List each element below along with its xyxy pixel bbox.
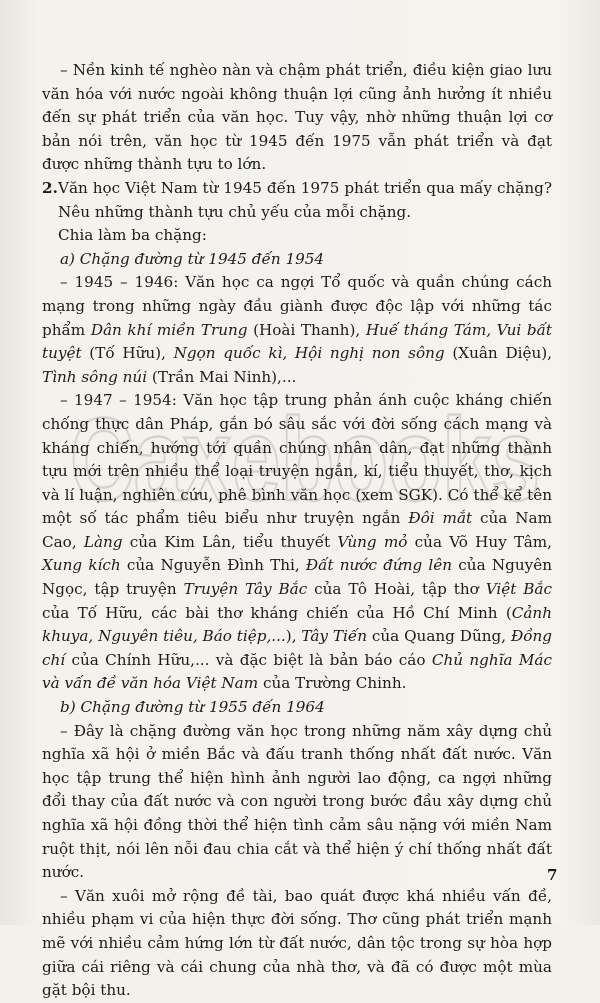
section-b-heading: b) Chặng đường từ 1955 đến 1964 [60,698,325,717]
section-a-heading: a) Chặng đường từ 1945 đến 1954 [60,249,325,268]
answer-lead: Chia làm ba chặng: [58,226,207,245]
section-b-paragraph-2: – Văn xuôi mở rộng đề tài, bao quát được khá nhiều vấn đề, nhiều phạm vi của hiện thực đời sống. Thơ cũng phát triển mạnh mẽ với nhiều cảm hứng lớn từ đất nước, dân tộc trong sự hòa hợp giữa cái riêng và cái chung của nhà thơ, và đã có được một mùa gặt bội thu. [42,886,552,1000]
section-a-paragraph-1: – 1945 – 1946: Văn học ca ngợi Tổ quốc và quần chúng cách mạng trong những ngày đầu giành được độc lập với những tác phẩm Dân khí miền Trung (Hoài Thanh), Huế tháng Tám, Vui bất tuyệt (Tố Hữu), Ngọn quốc kì, Hội nghị non sông (Xuân Diệu), Tình sông núi (Trần Mai Ninh),... [42,273,552,386]
question-body [58,177,552,248]
section-b-paragraph-1: – Đây là chặng đường văn học trong những năm xây dựng chủ nghĩa xã hội ở miền Bắc và đấu tranh thống nhất đất nước. Văn học tập trung thể hiện hình ảnh người lao động, ca ngợi những đổi thay của đất nước và con người trong bước đầu xây dựng chủ nghĩa xã hội đồng thời thể hiện tình cảm sâu nặng với miền Nam ruột thịt, nói lên nỗi đau chia cắt và thể hiện ý chí thống nhất đất nước. [42,721,552,882]
page-number: 7 [547,866,558,884]
question-text: Văn học Việt Nam từ 1945 đến 1975 phát triển qua mấy chặng? Nêu những thành tựu chủ yếu của mỗi chặng. [58,178,552,221]
watermark-text: Caxebooks [70,395,540,525]
page-content [42,59,552,1003]
section-a-paragraph-2: – 1947 – 1954: Văn học tập trung phản ánh cuộc kháng chiến chống thực dân Pháp, gắn bó sâu sắc với đời sống cách mạng và kháng chiến, hướng tới quần chúng nhân dân, đạt những thành tựu mới trên nhiều thể loại truyện ngắn, kí, tiểu thuyết, thơ, kịch và lí luận, nghiên cứu, phê bình văn học (xem SGK). Có thể kể tên một số tác phẩm tiêu biểu như truyện ngắn Đôi mắt của Nam Cao, Làng của Kim Lân, tiểu thuyết Vùng mỏ của Võ Huy Tâm, Xung kích của Nguyễn Đình Thi, Đất nước đứng lên của Nguyên Ngọc, tập truyện Truyện Tây Bắc của Tô Hoài, tập thơ Việt Bắc của Tố Hữu, các bài thơ kháng chiến của Hồ Chí Minh (Cảnh khuya, Nguyên tiêu, Báo tiệp,...), Tây Tiến của Quang Dũng, Đồng chí của Chính Hữu,... và đặc biệt là bản báo cáo Chủ nghĩa Mác và vấn đề văn hóa Việt Nam của Trường Chinh. [42,391,553,693]
question-2 [42,177,552,248]
question-number: 2. [42,178,58,197]
intro-paragraph: – Nền kinh tế nghèo nàn và chậm phát triển, điều kiện giao lưu văn hóa với nước ngoài không thuận lợi cũng ảnh hưởng ít nhiều đến sự phát triển của văn học. Tuy vậy, nhờ những thuận lợi cơ bản nói trên, văn học từ 1945 đến 1975 vẫn phát triển và đạt được những thành tựu to lớn. [42,61,552,174]
